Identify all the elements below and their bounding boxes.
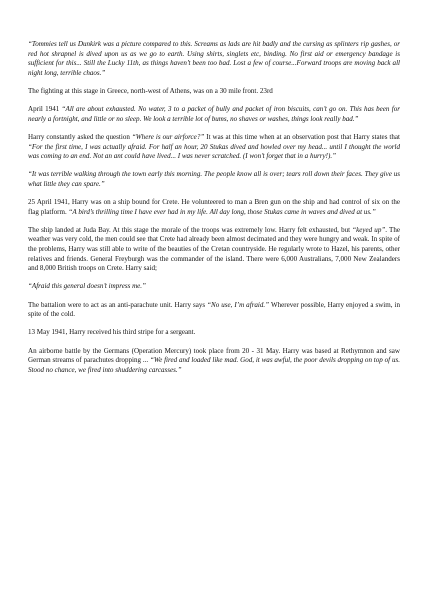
paragraph-general-quote — [28, 282, 400, 292]
paragraph-greece-front — [28, 87, 400, 97]
quote-text: “No use, I’m afraid.” — [207, 300, 270, 309]
quote-text: “For the first time, I was actually afraid. For half an hour, 20 Stukas dived and howled over my head... until I thought the world was coming to an end. Not an ant could have lived... I was never scratched. (I won’t forget that in a hurry!).” — [28, 142, 400, 161]
quote-text: “Tommies tell us Dunkirk was a picture compared to this. Screams as lads are hit badly and the cursing as splinters rip gashes, or red hot shrapnel is dived upon us as we go to earth. Using shirts, singlets etc, binding. No first aid or emergency bandage is sufficient for this... Still the Lucky 11th, as things haven’t been too bad. Lost a few of course...Forward troops are moving back all night long, terrible chaos.” — [28, 40, 400, 77]
paragraph-operation-mercury — [28, 347, 400, 376]
quote-text: “Afraid this general doesn’t impress me.” — [28, 282, 146, 291]
quote-text: “We fired and loaded like mad. God, it was awful, the poor devils dropping on top of us. Stood no chance, we fired into shuddering carcasses.” — [28, 356, 400, 374]
body-text: Wherever possible, Harry enjoyed a swim, in spite of the cold. — [28, 300, 400, 319]
body-text: Harry constantly asked the question — [28, 132, 132, 141]
body-text: 13 May 1941, Harry received his third stripe for a sergeant. — [28, 328, 196, 337]
paragraph-airforce — [28, 133, 400, 162]
paragraph-dunkirk-quote — [28, 40, 400, 78]
body-text: An airborne battle by the Germans (Operation Mercury) took place from 20 - 31 May. Harry was based at Rethymnon and saw German streams of parachutes dropping ... — [28, 346, 400, 365]
body-text: 25 April 1941, Harry was on a ship bound for Crete. He volunteered to man a Bren gun on the ship and had control of six on the flag platform. — [28, 198, 400, 216]
paragraph-town-quote — [28, 170, 400, 189]
body-text: It was at this time when at an observation post that Harry states that — [204, 132, 400, 141]
paragraph-juda-bay — [28, 226, 400, 274]
document-body — [28, 40, 400, 384]
paragraph-ship-crete — [28, 198, 400, 217]
paragraph-april-1941 — [28, 105, 400, 124]
quote-text: “A bird’s thrilling time I have ever had in my life. All day long, those Stukas came in waves and dived at us.” — [68, 207, 376, 216]
paragraph-anti-parachute — [28, 301, 400, 320]
quote-text: “Where is our airforce?” — [131, 132, 205, 141]
quote-text: “All are about exhausted. No water, 3 to a packet of bully and packet of iron biscuits, can’t go on. This has been for nearly a fortnight, and little or no sleep. We look a terrible lot of bums, no shaves or washes, things look really bad.” — [28, 105, 400, 123]
body-text: The battalion were to act as an anti-parachute unit. Harry says — [28, 300, 208, 309]
body-text: The fighting at this stage in Greece, north-west of Athens, was on a 30 mile front. 23rd — [28, 86, 273, 95]
paragraph-third-stripe — [28, 328, 400, 338]
date-text: April 1941 — [28, 105, 62, 114]
body-text: . The weather was very cold, the men could see that Crete had already been almost decimated and they were hungry and weak. In spite of the problems, Harry was still able to write of the beauties of the Cretan countryside. He regularly wrote to Hazel, his parents, other relatives and friends. General Freyburgh was the commander of the island. There were 6,000 Australians, 7,000 New Zealanders and 8,000 British troops on Crete. Harry said; — [28, 225, 401, 273]
quote-text: “It was terrible walking through the town early this morning. The people know all is over; tears roll down their faces. They give us what little they can spare.” — [28, 170, 400, 188]
quote-text: “keyed up” — [352, 225, 386, 234]
body-text: The ship landed at Juda Bay. At this stage the morale of the troops was extremely low. Harry felt exhausted, but — [28, 225, 353, 234]
